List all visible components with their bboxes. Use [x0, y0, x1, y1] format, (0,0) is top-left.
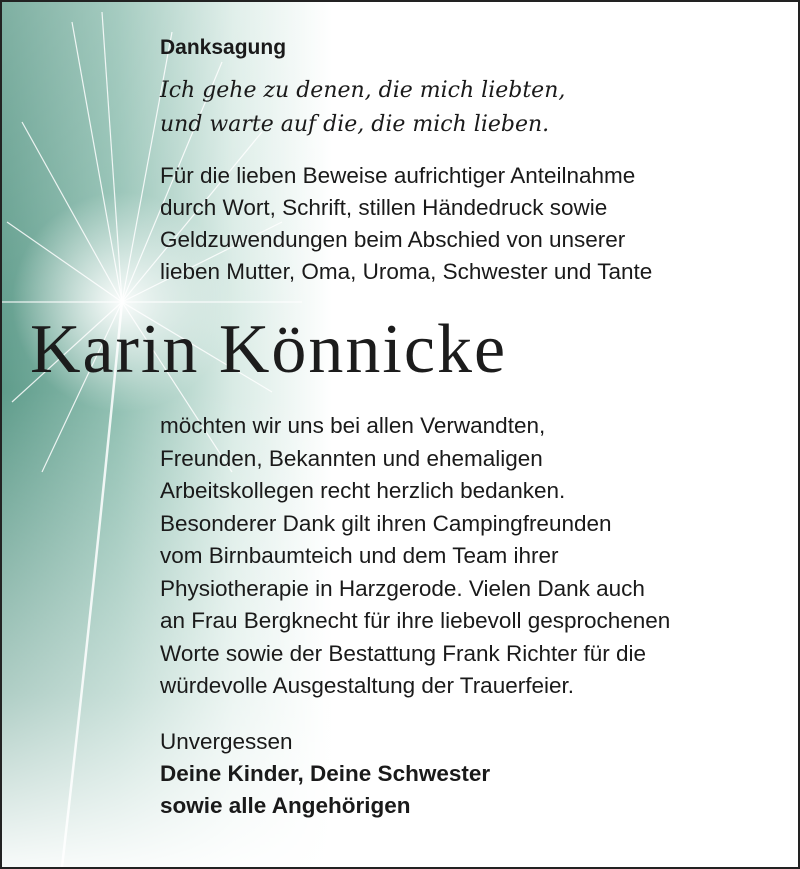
- body-line: Physiotherapie in Harzgerode. Vielen Dank auch: [160, 575, 645, 601]
- body-line: Arbeitskollegen recht herzlich bedanken.: [160, 478, 566, 503]
- body-line: vom Birnbaumteich und dem Team ihrer: [160, 543, 559, 568]
- deceased-name: Karin Könnicke: [30, 311, 508, 388]
- signature-line: sowie alle Angehörigen: [160, 793, 411, 818]
- intro-line: Für die lieben Beweise aufrichtiger Anteilnahme: [160, 163, 636, 188]
- signature-line: Deine Kinder, Deine Schwester: [160, 761, 491, 786]
- body-line: Besonderer Dank gilt ihren Campingfreunden: [160, 510, 612, 536]
- closing-line: Unvergessen: [160, 729, 293, 754]
- quote-line-2: und warte auf die, die mich lieben.: [160, 112, 550, 137]
- body-paragraph: [160, 410, 670, 703]
- intro-line: durch Wort, Schrift, stillen Händedruck sowie: [160, 195, 608, 220]
- intro-paragraph: [160, 160, 652, 288]
- quote-line-1: Ich gehe zu denen, die mich liebten,: [160, 78, 566, 103]
- heading: Danksagung: [160, 36, 287, 59]
- body-line: an Frau Bergknecht für ihre liebevoll gesprochenen: [160, 608, 671, 633]
- intro-line: Geldzuwendungen beim Abschied von unserer: [160, 227, 626, 252]
- body-line: würdevolle Ausgestaltung der Trauerfeier.: [160, 673, 574, 698]
- body-line: Worte sowie der Bestattung Frank Richter für die: [160, 640, 647, 666]
- intro-line: lieben Mutter, Oma, Uroma, Schwester und Tante: [160, 259, 653, 284]
- body-line: Freunden, Bekannten und ehemaligen: [160, 445, 543, 471]
- body-line: möchten wir uns bei allen Verwandten,: [160, 413, 546, 438]
- closing-block: [160, 726, 490, 822]
